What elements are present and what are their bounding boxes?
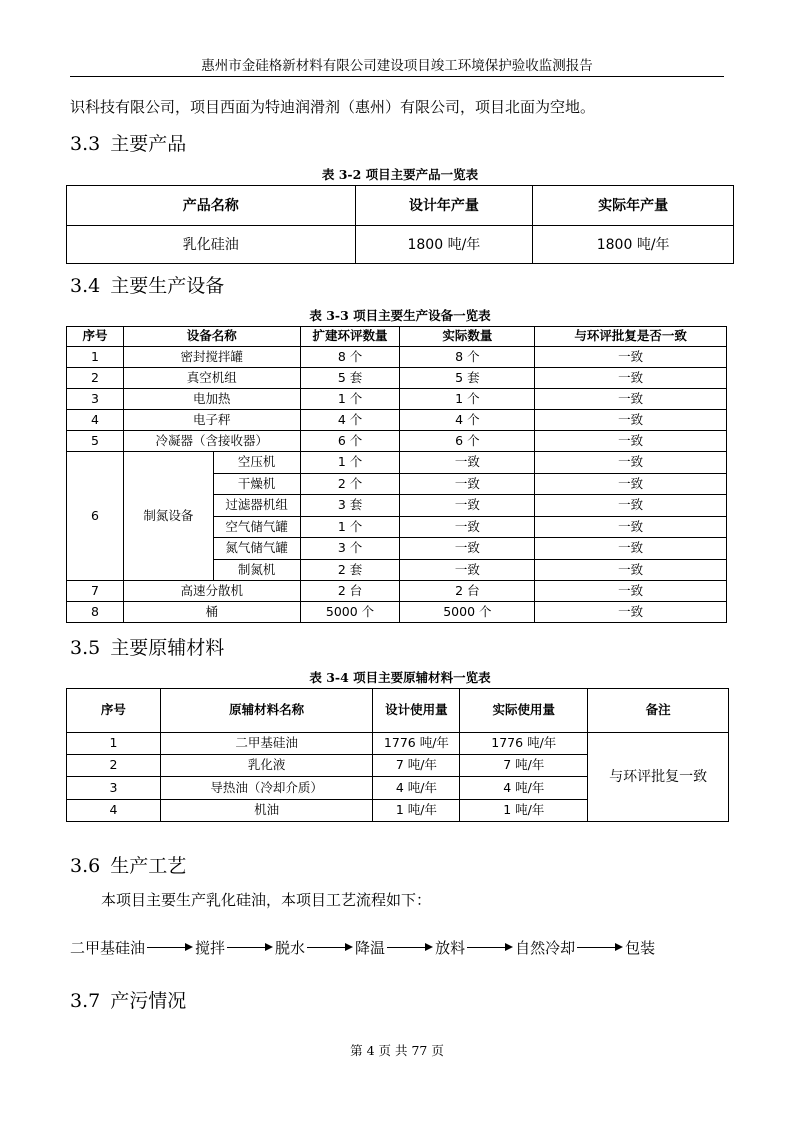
eia-quantity: 1 个: [300, 517, 400, 538]
eia-quantity: 8 个: [300, 347, 400, 368]
actual-usage: 1776 吨/年: [460, 733, 588, 755]
consistency: 一致: [535, 495, 727, 517]
actual-quantity: 8 个: [400, 347, 535, 368]
right-arrow-icon: [577, 943, 623, 951]
row-number: 4: [67, 800, 161, 822]
right-arrow-icon: [387, 943, 433, 951]
section-title: 主要原辅材料: [110, 637, 225, 659]
material-name: 导热油（冷却介质）: [160, 777, 373, 800]
row-number: 8: [67, 602, 124, 623]
sub-equipment-name: 氮气储气罐: [213, 538, 300, 560]
page-footer: 第 4 页 共 77 页: [350, 1043, 444, 1058]
section-number: 3.4: [70, 275, 101, 297]
actual-quantity: 5 套: [400, 368, 535, 389]
material-name: 乳化液: [160, 755, 373, 777]
equipment-name: 电子秤: [123, 410, 300, 431]
table-header-row: [67, 689, 729, 733]
sub-equipment-name: 空压机: [213, 452, 300, 474]
equipment-name: 高速分散机: [123, 581, 300, 602]
table-row: [67, 410, 727, 431]
consistency: 一致: [535, 410, 727, 431]
actual-quantity: 一致: [400, 517, 535, 538]
table-row: [67, 347, 727, 368]
consistency: 一致: [535, 581, 727, 602]
equipment-name: 电加热: [123, 389, 300, 410]
consistency: 一致: [535, 602, 727, 623]
header-cell: 实际年产量: [533, 186, 734, 226]
remark-cell: 与环评批复一致: [588, 733, 729, 822]
row-number: 5: [67, 431, 124, 452]
header-cell: 设计使用量: [373, 689, 460, 733]
equipment-name: 冷凝器（含接收器）: [123, 431, 300, 452]
section-heading-3-6: [70, 853, 186, 879]
table-3-3-caption: 表 3-3 项目主要生产设备一览表: [309, 308, 491, 323]
equipment-name: 真空机组: [123, 368, 300, 389]
row-number: 7: [67, 581, 124, 602]
design-usage: 4 吨/年: [373, 777, 460, 800]
eia-quantity: 5 套: [300, 368, 400, 389]
consistency: 一致: [535, 347, 727, 368]
row-number: 3: [67, 389, 124, 410]
eia-quantity: 3 套: [300, 495, 400, 517]
table-row: [67, 389, 727, 410]
eia-quantity: 3 个: [300, 538, 400, 560]
eia-quantity: 1 个: [300, 389, 400, 410]
materials-table: [66, 688, 729, 822]
actual-quantity: 4 个: [400, 410, 535, 431]
section-title: 生产工艺: [110, 855, 187, 877]
header-cell: 设计年产量: [355, 186, 533, 226]
flow-step: 降温: [355, 938, 386, 957]
eia-quantity: 6 个: [300, 431, 400, 452]
eia-quantity: 5000 个: [300, 602, 400, 623]
table-row: [67, 733, 729, 755]
row-number: 1: [67, 733, 161, 755]
sub-equipment-name: 制氮机: [213, 560, 300, 581]
row-number: 6: [67, 452, 124, 581]
actual-usage: 4 吨/年: [460, 777, 588, 800]
process-flow: [70, 935, 730, 959]
actual-quantity: 一致: [400, 495, 535, 517]
row-number: 3: [67, 777, 161, 800]
header-cell: 序号: [67, 327, 124, 347]
row-number: 2: [67, 368, 124, 389]
consistency: 一致: [535, 389, 727, 410]
actual-quantity: 一致: [400, 538, 535, 560]
section-heading-3-7: [70, 988, 186, 1014]
header-cell: 备注: [588, 689, 729, 733]
actual-quantity: 一致: [400, 474, 535, 495]
table-3-4-caption: 表 3-4 项目主要原辅材料一览表: [309, 670, 491, 685]
consistency: 一致: [535, 452, 727, 474]
products-table: [66, 185, 734, 264]
right-arrow-icon: [227, 943, 273, 951]
actual-quantity: 1 个: [400, 389, 535, 410]
header-cell: 设备名称: [123, 327, 300, 347]
actual-quantity: 一致: [400, 560, 535, 581]
section-number: 3.3: [70, 133, 101, 155]
section-heading-3-3: [70, 131, 186, 157]
sub-equipment-name: 过滤器机组: [213, 495, 300, 517]
section-heading-3-4: [70, 273, 224, 299]
design-output-cell: 1800 吨/年: [355, 226, 533, 264]
eia-quantity: 2 台: [300, 581, 400, 602]
section-number: 3.7: [70, 990, 101, 1012]
header-cell: 与环评批复是否一致: [535, 327, 727, 347]
header-cell: 产品名称: [67, 186, 356, 226]
page-header: 惠州市金硅格新材料有限公司建设项目竣工环境保护验收监测报告: [70, 56, 724, 77]
row-number: 4: [67, 410, 124, 431]
actual-quantity: 5000 个: [400, 602, 535, 623]
table-row: [67, 431, 727, 452]
header-cell: 实际数量: [400, 327, 535, 347]
table-header-row: [67, 327, 727, 347]
section-title: 主要生产设备: [110, 275, 225, 297]
consistency: 一致: [535, 474, 727, 495]
equipment-group-name: 制氮设备: [123, 452, 213, 581]
consistency: 一致: [535, 368, 727, 389]
flow-step: 脱水: [275, 938, 306, 957]
eia-quantity: 4 个: [300, 410, 400, 431]
consistency: 一致: [535, 431, 727, 452]
flow-step: 放料: [435, 938, 466, 957]
consistency: 一致: [535, 560, 727, 581]
header-cell: 扩建环评数量: [300, 327, 400, 347]
sub-equipment-name: 空气储气罐: [213, 517, 300, 538]
actual-quantity: 2 台: [400, 581, 535, 602]
table-row: [67, 581, 727, 602]
process-intro: 本项目主要生产乳化硅油，本项目工艺流程如下：: [101, 891, 432, 909]
table-3-2-caption: 表 3-2 项目主要产品一览表: [321, 167, 479, 182]
eia-quantity: 2 个: [300, 474, 400, 495]
section-heading-3-5: [70, 635, 224, 661]
flow-step: 二甲基硅油: [70, 938, 146, 957]
table-row: [67, 452, 727, 474]
table-row: [67, 226, 734, 264]
eia-quantity: 2 套: [300, 560, 400, 581]
row-number: 1: [67, 347, 124, 368]
section-title: 主要产品: [110, 133, 187, 155]
equipment-name: 密封搅拌罐: [123, 347, 300, 368]
design-usage: 1776 吨/年: [373, 733, 460, 755]
material-name: 二甲基硅油: [160, 733, 373, 755]
right-arrow-icon: [307, 943, 353, 951]
equipment-table: [66, 326, 727, 623]
table-row: [67, 368, 727, 389]
table-row: [67, 602, 727, 623]
section-number: 3.5: [70, 637, 101, 659]
right-arrow-icon: [147, 943, 193, 951]
right-arrow-icon: [467, 943, 513, 951]
design-usage: 7 吨/年: [373, 755, 460, 777]
flow-step: 包装: [625, 938, 656, 957]
equipment-name: 桶: [123, 602, 300, 623]
eia-quantity: 1 个: [300, 452, 400, 474]
intro-paragraph: 识科技有限公司，项目西面为特迪润滑剂（惠州）有限公司，项目北面为空地。: [70, 98, 596, 116]
section-title: 产污情况: [110, 990, 187, 1012]
header-cell: 原辅材料名称: [160, 689, 373, 733]
header-cell: 序号: [67, 689, 161, 733]
consistency: 一致: [535, 538, 727, 560]
actual-quantity: 一致: [400, 452, 535, 474]
material-name: 机油: [160, 800, 373, 822]
flow-step: 搅拌: [195, 938, 226, 957]
product-name-cell: 乳化硅油: [67, 226, 356, 264]
section-number: 3.6: [70, 855, 101, 877]
actual-usage: 7 吨/年: [460, 755, 588, 777]
actual-usage: 1 吨/年: [460, 800, 588, 822]
design-usage: 1 吨/年: [373, 800, 460, 822]
flow-step: 自然冷却: [515, 938, 576, 957]
table-header-row: [67, 186, 734, 226]
header-cell: 实际使用量: [460, 689, 588, 733]
row-number: 2: [67, 755, 161, 777]
consistency: 一致: [535, 517, 727, 538]
sub-equipment-name: 干燥机: [213, 474, 300, 495]
actual-quantity: 6 个: [400, 431, 535, 452]
actual-output-cell: 1800 吨/年: [533, 226, 734, 264]
